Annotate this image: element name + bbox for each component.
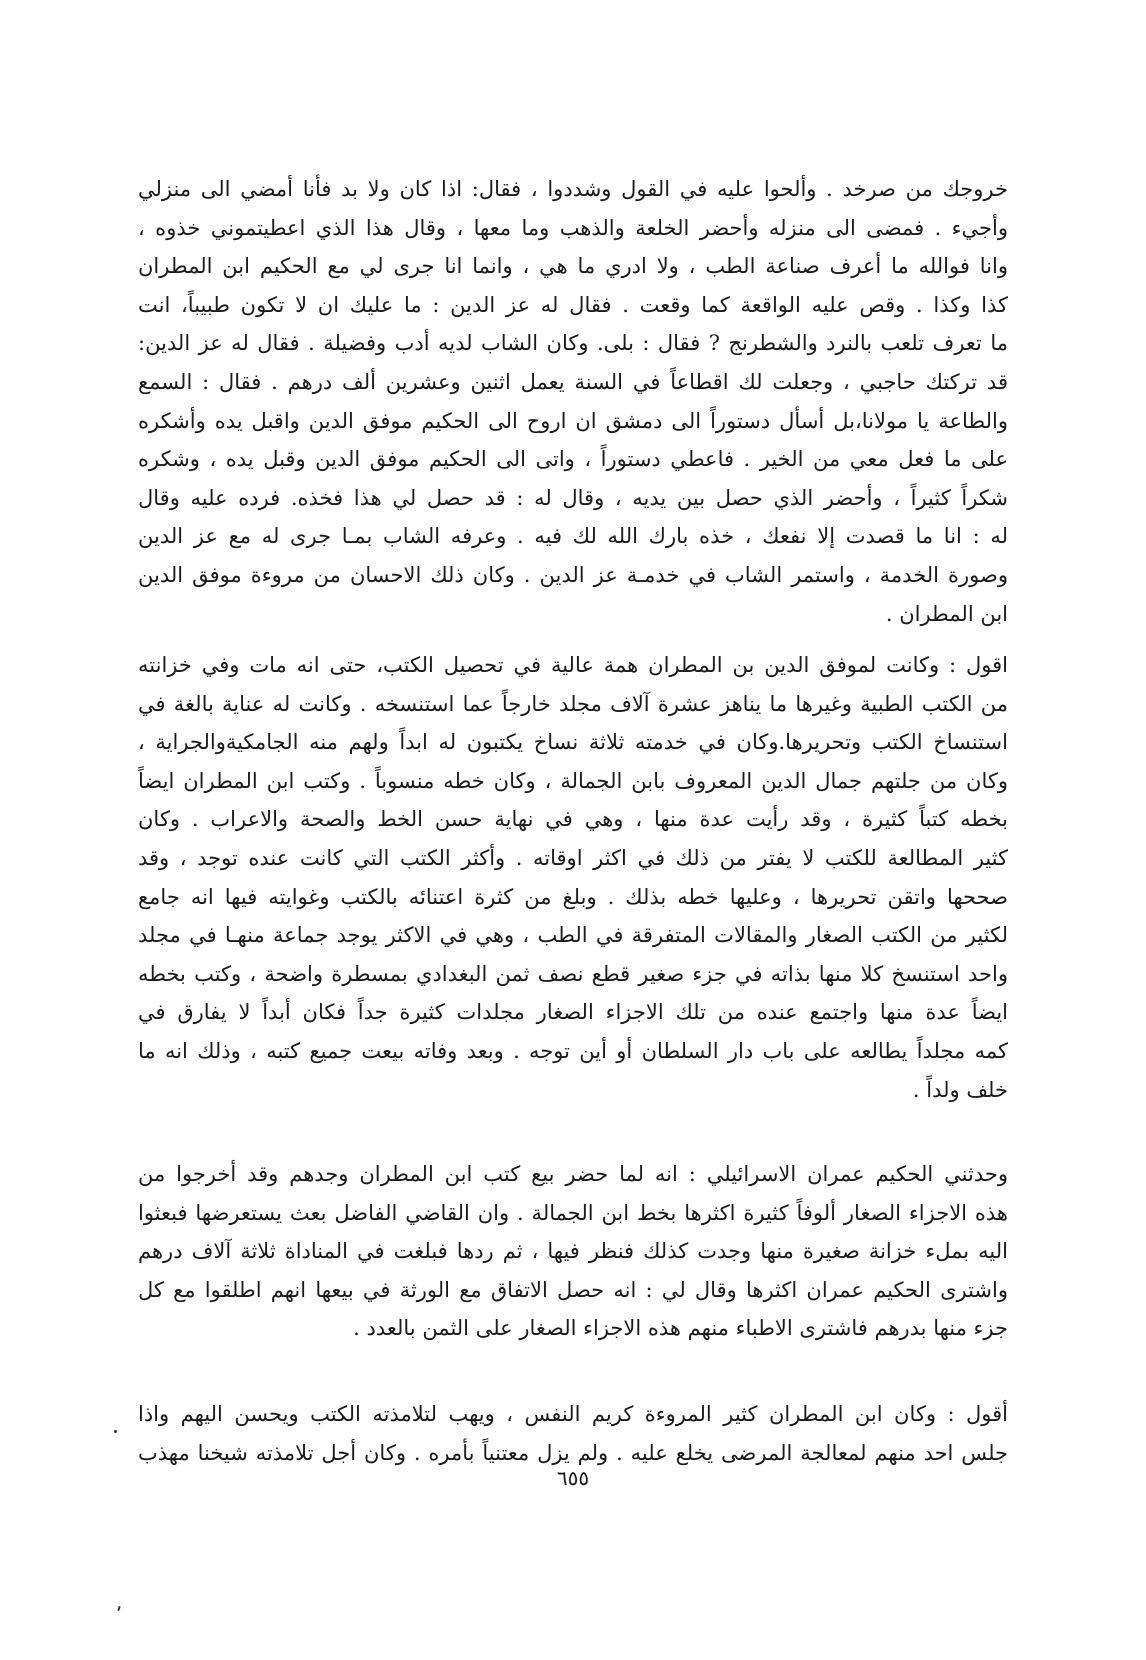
paragraph-3 (138, 1155, 1008, 1348)
text-line: على ما فعل معي من الخير . فاعطي دستوراً ، واتى الى الحكيم موفق الدين وقبل يده ، وشكره (138, 447, 1008, 472)
text-line: جلس احد منهم لمعالجة المرضى يخلع عليه . ولم يزل معتنياً بأمره . وكان أجل تلامذته شيخنا مهذب (138, 1440, 1008, 1465)
text-line: واشترى الحكيم عمران اكثرها وقال لي : انه حصل الاتفاق مع الورثة في بيعها انهم اطلقوا مع كل (138, 1277, 1008, 1302)
text-line: كمه مجلداً يطالعه على باب دار السلطان أو أين توجه . وبعد وفاته بيعت جميع كتبه ، وذلك انه ما (138, 1038, 1008, 1063)
text-line: وكان من جلتهم جمال الدين المعروف بابن الجمالة ، وكان خطه منسوباً . وكتب ابن المطران ايضاً (138, 768, 1008, 793)
scan-speck (117, 1606, 121, 1611)
text-line: واحد استنسخ كلا منها بذاته في جزء صغير قطع نصف ثمن البغدادي بمسطرة واضحة ، وكتب بخطه (138, 961, 1008, 986)
text-line: صححها واتقن تحريرها ، وعليها خطه بذلك . وبلغ من كثرة اعتنائه بالكتب وغوايته فيها انه جامع (138, 884, 1008, 909)
text-line: اقول : وكانت لموفق الدين بن المطران همة عالية في تحصيل الكتب، حتى انه مات وفي خزانته (138, 653, 1008, 677)
text-line: هذه الاجزاء الصغار ألوفاً كثيرة اكثرها بخط ابن الجمالة . وان القاضي الفاضل بعث يستعرضها فبعثوا (138, 1200, 1008, 1225)
text-line: والطاعة يا مولانا،بل أسأل دستوراً الى دمشق ان اروح الى الحكيم موفق الدين واقبل يده وأشكره (138, 408, 1008, 433)
text-line: قد تركتك حاجبي ، وجعلت لك اقطاعاً في السنة يعمل اثنين وعشرين ألف درهم . فقال : السمع (138, 369, 1008, 394)
text-line: ما تعرف تلعب بالنرد والشطرنج ? فقال : بلى. وكان الشاب لديه أدب وفضيلة . فقال له عز الدين: (138, 331, 1008, 356)
text-line: ايضاً عدة منها واجتمع عنده من تلك الاجزاء الصغار مجلدات كثيرة جداً فكان أبداً لا يفارق في (138, 1000, 1008, 1025)
text-line: استنساخ الكتب وتحريرها.وكان في خدمته ثلاثة نساخ يكتبون له ابداً ولهم منه الجامكيةوالجراية ، (138, 730, 1008, 755)
text-line: وأجيء . فمضى الى منزله وأحضر الخلعة والذهب وما معها ، وقال هذا الذي اعطيتموني خذوه ، (138, 215, 1008, 240)
text-line: وانا فوالله ما أعرف صناعة الطب ، ولا ادري ما هي ، وانما انا جرى لي مع الحكيم ابن المطران (138, 254, 1008, 279)
text-line: ابن المطران . (885, 601, 1008, 626)
text-line: وصورة الخدمة ، واستمر الشاب في خدمـة عز الدين . وكان ذلك الاحسان من مروءة موفق الدين (138, 562, 1008, 587)
page-number: ٦٥٥ (556, 1466, 590, 1490)
text-line: أقول : وكان ابن المطران كثير المروءة كريم النفس ، ويهب لتلامذته الكتب ويحسن اليهم واذا (138, 1402, 1008, 1426)
text-line: بخطه كتباً كثيرة ، وقد رأيت عدة منها ، وهي في نهاية حسن الخط والصحة والاعراب . وكان (138, 807, 1008, 832)
text-line: لكثير من الكتب الصغار والمقالات المتفرقة في الطب ، وهي في الاكثر يوجد جماعة منهـا في مجلد (138, 923, 1008, 948)
text-line: له : انا ما قصدت إلا نفعك ، خذه بارك الله لك فيه . وعرفه الشاب بمـا جرى له مع عز الدين (138, 524, 1008, 549)
scan-speck (114, 1430, 117, 1433)
text-line: من الكتب الطبية وغيرها ما يناهز عشرة آلاف مجلد خارجاً عما استنسخه . وكانت له عناية بالغة في (138, 691, 1008, 716)
text-line: كذا وكذا . وقص عليه الواقعة كما وقعت . فقال له عز الدين : ما عليك ان لا تكون طبيباً، انت (138, 292, 1008, 317)
text-line: خروجك من صرخد . وألحوا عليه في القول وشددوا ، فقال: اذا كان ولا بد فأنا أمضي الى منزلي (138, 177, 1008, 201)
paragraph-2 (138, 646, 1008, 1109)
paragraph-1 (138, 170, 1008, 633)
text-line: اليه بملء خزانة صغيرة منها وجدت كذلك فنظر فيها ، ثم ردها فبلغت في المناداة ثلاثة آلاف درهم (138, 1239, 1008, 1264)
text-line: خلف ولداً . (912, 1077, 1008, 1102)
paragraph-4 (138, 1395, 1008, 1472)
text-line: كثير المطالعة للكتب لا يفتر من ذلك في اكثر اوقاته . وأكثر الكتب التي كانت عنده توجد ، وقد (138, 845, 1008, 870)
text-line: جزء منها بدرهم فاشترى الاطباء منهم هذه الاجزاء الصغار على الثمن بالعدد . (353, 1316, 1008, 1341)
text-line: وحدثني الحكيم عمران الاسرائيلي : انه لما حضر بيع كتب ابن المطران وجدهم وقد أخرجوا من (138, 1162, 1008, 1186)
text-line: شكراً كثيراً ، وأحضر الذي حصل بين يديه ، وقال له : قد حصل لي هذا فخذه. فرده عليه وقال (138, 485, 1008, 510)
